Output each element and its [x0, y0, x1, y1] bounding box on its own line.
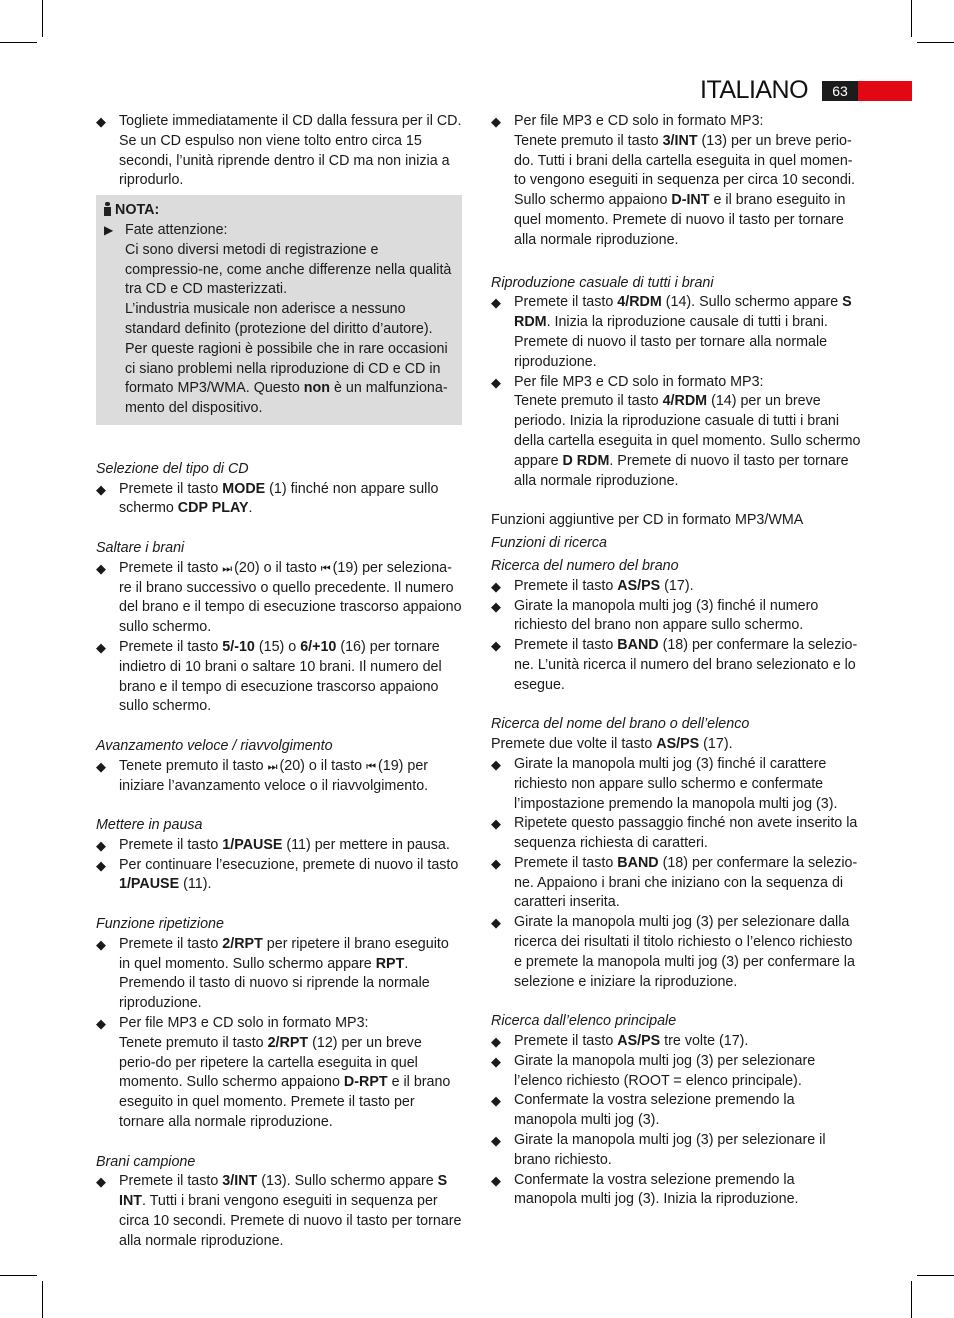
section-title: Mettere in pausa — [96, 817, 203, 834]
list-item: ◆ Premete il tasto BAND (18) per confermare la selezio-ne. L’unità ricerca il numero del brano selezionato e lo esegue. — [491, 637, 858, 693]
list-item: ◆ Ripetete questo passaggio finché non avete inserito la sequenza richiesta di caratteri. — [491, 815, 858, 852]
section-title: Funzione ripetizione — [96, 916, 224, 933]
crop-mark — [42, 1281, 43, 1318]
list-item: ◆ Premete il tasto 4/RDM (14). Sullo schermo appare S RDM. Inizia la riproduzione causale di tutti i brani. Premete di nuovo il tasto per tornare alla normale riproduzione. — [491, 294, 852, 370]
skip-next-icon: ⏭ — [222, 561, 231, 575]
diamond-bullet-icon: ◆ — [491, 638, 501, 654]
paragraph: Premete due volte il tasto AS/PS (17). — [491, 736, 733, 753]
list-item: ◆ Tenete premuto il tasto ⏭ (20) o il tasto ⏮ (19) per iniziare l’avanzamento veloce o il riavvolgimento. — [96, 757, 429, 794]
section-title: Avanzamento veloce / riavvolgimento — [96, 737, 333, 754]
list-item: ◆ Girate la manopola multi jog (3) per selezionare l’elenco richiesto (ROOT = elenco principale). — [491, 1052, 816, 1089]
diamond-bullet-icon: ◆ — [96, 936, 106, 952]
crop-mark — [917, 42, 954, 43]
list-item: ◆ Confermate la vostra selezione premendo la manopola multi jog (3). Inizia la riproduzione. — [491, 1171, 799, 1208]
crop-mark — [911, 1281, 912, 1318]
header-accent-bar — [858, 81, 912, 101]
list-item: ◆ Girate la manopola multi jog (3) finché il numero richiesto del brano non appare sullo schermo. — [491, 597, 819, 634]
diamond-bullet-icon: ◆ — [96, 639, 106, 655]
diamond-bullet-icon: ◆ — [491, 756, 501, 772]
diamond-bullet-icon: ◆ — [491, 598, 501, 614]
diamond-bullet-icon: ◆ — [491, 1034, 501, 1050]
section-title: Funzioni di ricerca — [491, 535, 608, 552]
diamond-bullet-icon: ◆ — [491, 1133, 501, 1149]
diamond-bullet-icon: ◆ — [491, 855, 501, 871]
list-item: ◆ Togliete immediatamente il CD dalla fessura per il CD. Se un CD espulso non viene tolto entro circa 15 secondi, l’unità riprende dentro il CD ma non inizia a riprodurlo. — [96, 113, 462, 189]
diamond-bullet-icon: ◆ — [96, 560, 106, 576]
list-item: ◆ Premete il tasto 3/INT (13). Sullo schermo appare S INT. Tutti i brani vengono eseguiti in sequenza per circa 10 secondi. Premete di nuovo il tasto per tornare alla normale riproduzione. — [96, 1173, 462, 1249]
diamond-bullet-icon: ◆ — [491, 374, 501, 390]
list-item: ◆ Per continuare l’esecuzione, premete di nuovo il tasto 1/PAUSE (11). — [96, 856, 459, 893]
list-item: ◆ Premete il tasto 5/-10 (15) o 6/+10 (16) per tornare indietro di 10 brani o saltare 10 brani. Il numero del brano e il tempo di esecuzione trascorso appaiono sullo schermo. — [96, 638, 442, 715]
crop-mark — [0, 1275, 37, 1276]
diamond-bullet-icon: ◆ — [491, 816, 501, 832]
skip-previous-icon: ⏮ — [366, 759, 375, 773]
list-item: ◆ Premete il tasto 1/PAUSE (11) per mettere in pausa. — [96, 836, 462, 856]
note-box: NOTA: ▶ Fate attenzione: Ci sono diversi metodi di registrazione e compressio-ne, come anche differenze nella qualità tra CD e CD masterizzati. L’industria musicale non aderisce a nessuno standard definito (protezione del diritto d’autore). Per queste ragioni è possibile che in rare occasioni ci siano problemi nella riproduzione di CD e CD in formato MP3/WMA. Questo non è un malfunziona-mento del dispositivo. — [96, 195, 462, 425]
diamond-bullet-icon: ◆ — [491, 1093, 501, 1109]
skip-next-icon: ⏭ — [267, 759, 276, 773]
list-item: ◆ Premete il tasto AS/PS tre volte (17). — [491, 1032, 861, 1052]
list-item: ◆ Girate la manopola multi jog (3) per selezionare il brano richiesto. — [491, 1132, 826, 1168]
list-item: ◆ Confermate la vostra selezione premendo la manopola multi jog (3). — [491, 1092, 795, 1129]
diamond-bullet-icon: ◆ — [96, 857, 106, 873]
crop-mark — [911, 0, 912, 37]
diamond-bullet-icon: ◆ — [96, 837, 106, 853]
skip-previous-icon: ⏮ — [320, 561, 329, 575]
list-item: ◆ Premete il tasto AS/PS (17). — [491, 577, 861, 597]
list-item: ◆ Per file MP3 e CD solo in formato MP3: Tenete premuto il tasto 3/INT (13) per un breve perio-do. Tutti i brani della cartella eseguita in quel momen-to vengono eseguiti in sequenza per circa 10 secondi. Sullo schermo appaiono D-INT e il brano eseguito in quel momento. Premete di nuovo il tasto per tornare alla normale riproduzione. — [491, 113, 855, 248]
diamond-bullet-icon: ◆ — [491, 1172, 501, 1188]
diamond-bullet-icon: ◆ — [96, 1016, 106, 1032]
crop-mark — [42, 0, 43, 37]
crop-mark — [0, 42, 37, 43]
diamond-bullet-icon: ◆ — [491, 295, 501, 311]
list-item: ◆ Premete il tasto ⏭ (20) o il tasto ⏮ (19) per seleziona-re il brano successivo o quello precedente. Il numero del brano e il tempo di esecuzione trascorso appaiono sullo schermo. — [96, 559, 462, 636]
section-title: Selezione del tipo di CD — [96, 460, 249, 477]
section-title: Saltare i brani — [96, 539, 185, 556]
section-title: Riproduzione casuale di tutti i brani — [491, 274, 714, 291]
crop-mark — [917, 1275, 954, 1276]
list-item: ◆ Per file MP3 e CD solo in formato MP3: Tenete premuto il tasto 2/RPT (12) per un breve perio-do per ripetere la cartella eseguita in quel momento. Sullo schermo appaiono D-RPT e il brano eseguito in quel momento. Premete il tasto per tornare alla normale riproduzione. — [96, 1015, 451, 1131]
language-header: ITALIANO — [700, 76, 809, 104]
section-heading: Funzioni aggiuntive per CD in formato MP3/WMA — [491, 512, 804, 529]
list-item: ◆ Girate la manopola multi jog (3) finché il carattere richiesto non appare sullo schermo e confermate l’impostazione premendo la manopola multi jog (3). — [491, 755, 838, 812]
list-item: ◆ Per file MP3 e CD solo in formato MP3: Tenete premuto il tasto 4/RDM (14) per un breve periodo. Inizia la riproduzione casuale di tutti i brani della cartella eseguita in quel momento. Sullo schermo appare D RDM. Premete di nuovo il tasto per tornare alla normale riproduzione. — [491, 373, 861, 489]
list-item: ◆ Premete il tasto BAND (18) per confermare la selezio-ne. Appaiono i brani che iniziano con la sequenza di caratteri inserita. — [491, 854, 858, 911]
diamond-bullet-icon: ◆ — [96, 114, 106, 129]
list-item: ◆ Premete il tasto MODE (1) finché non appare sullo schermo CDP PLAY. — [96, 480, 439, 517]
left-column — [96, 112, 462, 1252]
info-icon — [102, 202, 112, 216]
diamond-bullet-icon: ◆ — [96, 1174, 106, 1190]
diamond-bullet-icon: ◆ — [491, 915, 501, 931]
diamond-bullet-icon: ◆ — [96, 758, 106, 774]
list-item: ◆ Premete il tasto 2/RPT per ripetere il brano eseguito in quel momento. Sullo schermo appare RPT. Premendo il tasto di nuovo si riprende la normale riproduzione. — [96, 935, 449, 1012]
list-item: ◆ Girate la manopola multi jog (3) per selezionare dalla ricerca dei risultati il titolo richiesto o l’elenco richiesto e premete la manopola multi jog (3) per confermare la selezione e iniziare la riproduzione. — [491, 914, 855, 990]
subsection-title: Ricerca del numero del brano — [491, 557, 679, 574]
diamond-bullet-icon: ◆ — [491, 114, 501, 129]
subsection-title: Ricerca dall’elenco principale — [491, 1013, 677, 1030]
arrow-right-icon: ▶ — [104, 222, 114, 237]
diamond-bullet-icon: ◆ — [96, 481, 106, 497]
subsection-title: Ricerca del nome del brano o dell’elenco — [491, 716, 750, 733]
diamond-bullet-icon: ◆ — [491, 1053, 501, 1069]
right-column — [491, 112, 861, 1210]
section-title: Brani campione — [96, 1153, 196, 1170]
page-number: 63 — [822, 81, 858, 101]
diamond-bullet-icon: ◆ — [491, 578, 501, 594]
